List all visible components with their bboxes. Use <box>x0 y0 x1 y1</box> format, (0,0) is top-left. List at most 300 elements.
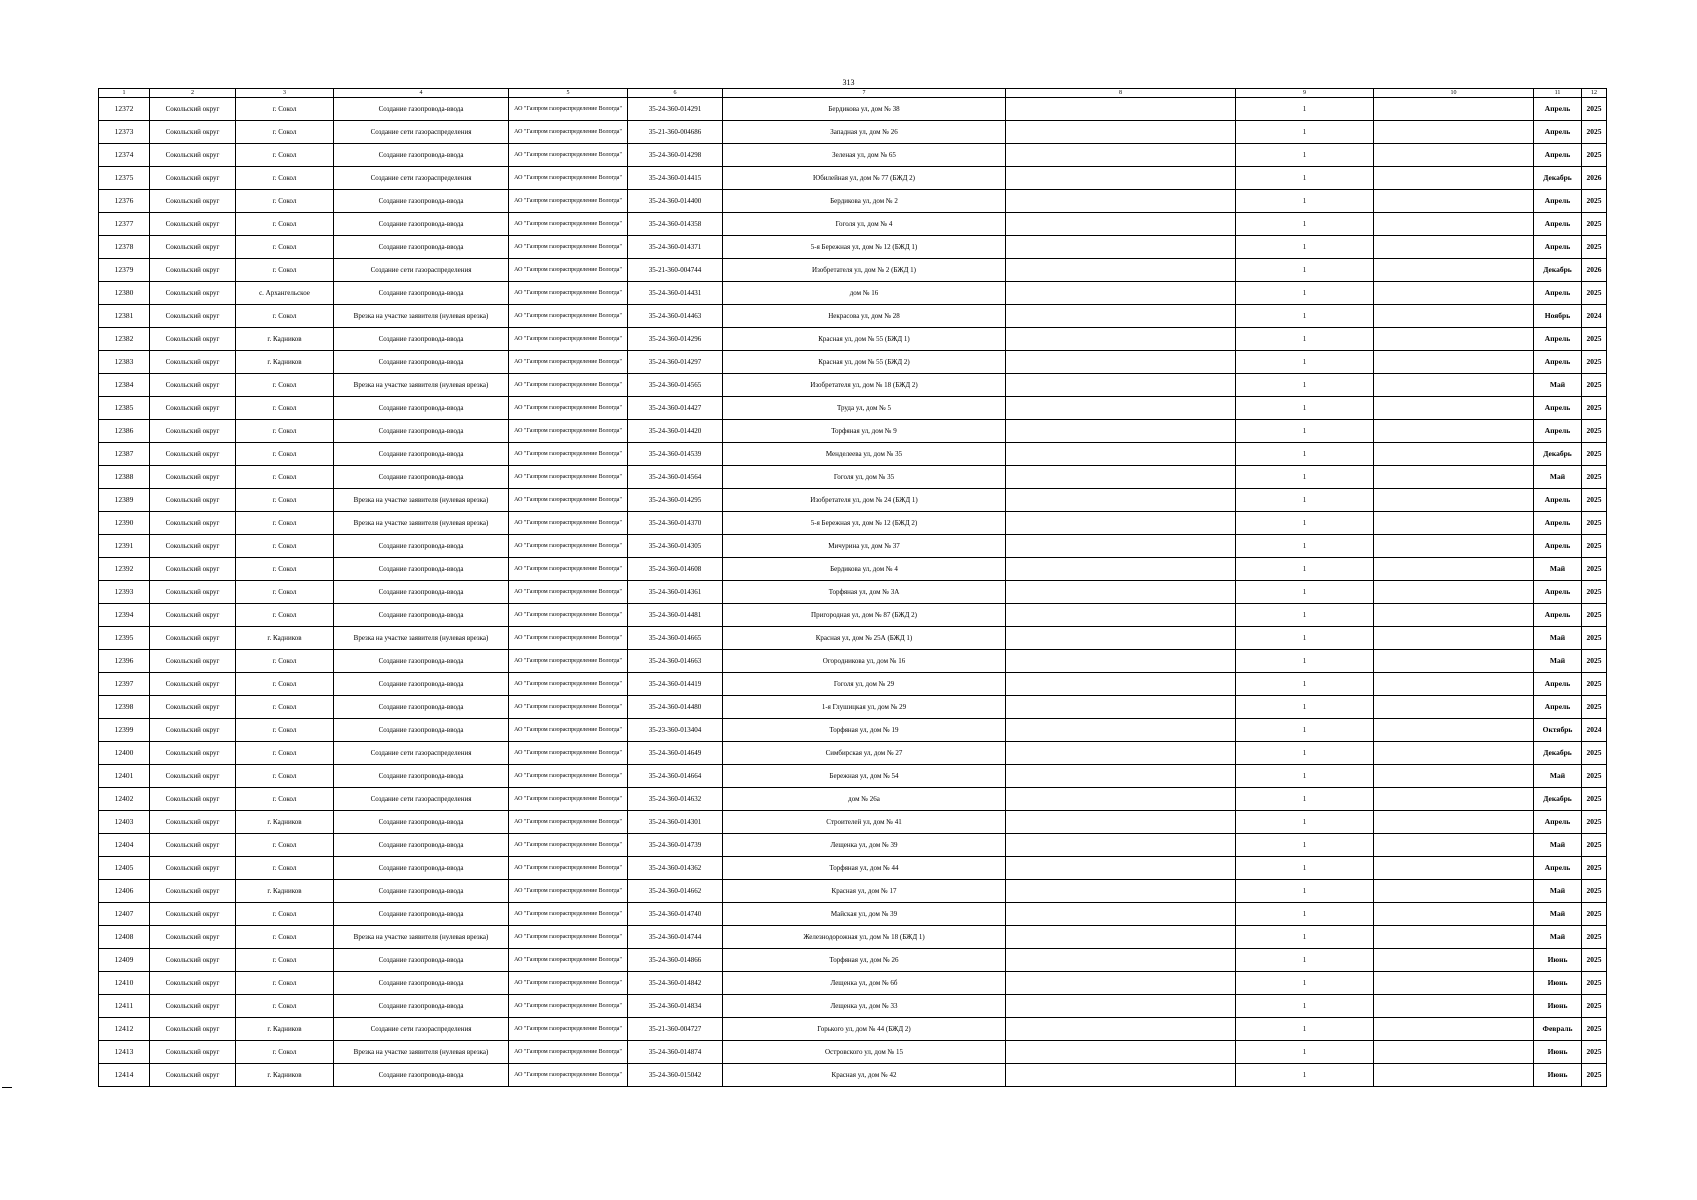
district-cell: Сокольский округ <box>150 673 236 696</box>
quantity-cell: 1 <box>1236 144 1374 167</box>
column-8-cell <box>1006 719 1236 742</box>
locality-cell: г. Сокол <box>236 121 334 144</box>
organization-cell: АО "Газпром газораспределение Вологда" <box>509 949 628 972</box>
column-8-cell <box>1006 144 1236 167</box>
year-cell: 2025 <box>1582 374 1607 397</box>
row-number-cell: 12379 <box>99 259 150 282</box>
address-cell: Юбилейная ул, дом № 77 (БЖД 2) <box>723 167 1006 190</box>
work-type-cell: Создание газопровода-ввода <box>334 673 509 696</box>
row-number-cell: 12377 <box>99 213 150 236</box>
organization-cell: АО "Газпром газораспределение Вологда" <box>509 1041 628 1064</box>
column-8-cell <box>1006 903 1236 926</box>
year-cell: 2025 <box>1582 420 1607 443</box>
table-row <box>99 926 1607 949</box>
work-type-cell: Создание газопровода-ввода <box>334 995 509 1018</box>
month-cell: Декабрь <box>1534 259 1582 282</box>
row-number-cell: 12409 <box>99 949 150 972</box>
row-number-cell: 12384 <box>99 374 150 397</box>
table-row <box>99 1064 1607 1087</box>
year-cell: 2025 <box>1582 397 1607 420</box>
organization-cell: АО "Газпром газораспределение Вологда" <box>509 696 628 719</box>
row-number-cell: 12400 <box>99 742 150 765</box>
column-10-cell <box>1374 995 1534 1018</box>
locality-cell: г. Сокол <box>236 98 334 121</box>
cadastral-code-cell: 35-24-360-014842 <box>628 972 723 995</box>
district-cell: Сокольский округ <box>150 926 236 949</box>
year-cell: 2025 <box>1582 512 1607 535</box>
address-cell: Бердикова ул, дом № 4 <box>723 558 1006 581</box>
cadastral-code-cell: 35-24-360-014420 <box>628 420 723 443</box>
row-number-cell: 12390 <box>99 512 150 535</box>
work-type-cell: Создание газопровода-ввода <box>334 650 509 673</box>
year-cell: 2024 <box>1582 305 1607 328</box>
row-number-cell: 12408 <box>99 926 150 949</box>
table-row <box>99 466 1607 489</box>
address-cell: Красная ул, дом № 25А (БЖД 1) <box>723 627 1006 650</box>
work-type-cell: Создание газопровода-ввода <box>334 535 509 558</box>
month-cell: Апрель <box>1534 351 1582 374</box>
organization-cell: АО "Газпром газораспределение Вологда" <box>509 972 628 995</box>
column-8-cell <box>1006 420 1236 443</box>
row-number-cell: 12392 <box>99 558 150 581</box>
quantity-cell: 1 <box>1236 581 1374 604</box>
district-cell: Сокольский округ <box>150 443 236 466</box>
organization-cell: АО "Газпром газораспределение Вологда" <box>509 213 628 236</box>
cadastral-code-cell: 35-24-360-014361 <box>628 581 723 604</box>
row-number-cell: 12407 <box>99 903 150 926</box>
column-number-row <box>99 89 1607 98</box>
year-cell: 2025 <box>1582 742 1607 765</box>
row-number-cell: 12373 <box>99 121 150 144</box>
cadastral-code-cell: 35-24-360-014296 <box>628 328 723 351</box>
organization-cell: АО "Газпром газораспределение Вологда" <box>509 742 628 765</box>
address-cell: Гоголя ул, дом № 4 <box>723 213 1006 236</box>
quantity-cell: 1 <box>1236 1018 1374 1041</box>
district-cell: Сокольский округ <box>150 811 236 834</box>
column-8-cell <box>1006 949 1236 972</box>
row-number-cell: 12405 <box>99 857 150 880</box>
year-cell: 2025 <box>1582 811 1607 834</box>
district-cell: Сокольский округ <box>150 374 236 397</box>
table-row <box>99 236 1607 259</box>
address-cell: Симбирская ул, дом № 27 <box>723 742 1006 765</box>
cadastral-code-cell: 35-24-360-014744 <box>628 926 723 949</box>
column-10-cell <box>1374 374 1534 397</box>
column-8-cell <box>1006 167 1236 190</box>
quantity-cell: 1 <box>1236 972 1374 995</box>
quantity-cell: 1 <box>1236 742 1374 765</box>
organization-cell: АО "Газпром газораспределение Вологда" <box>509 627 628 650</box>
month-cell: Апрель <box>1534 397 1582 420</box>
locality-cell: г. Сокол <box>236 604 334 627</box>
column-header-8: 8 <box>1006 89 1236 98</box>
locality-cell: г. Сокол <box>236 443 334 466</box>
year-cell: 2025 <box>1582 351 1607 374</box>
year-cell: 2026 <box>1582 259 1607 282</box>
month-cell: Май <box>1534 926 1582 949</box>
table-row <box>99 535 1607 558</box>
address-cell: Торфяная ул, дом № 19 <box>723 719 1006 742</box>
work-type-cell: Создание газопровода-ввода <box>334 811 509 834</box>
month-cell: Май <box>1534 558 1582 581</box>
district-cell: Сокольский округ <box>150 788 236 811</box>
locality-cell: г. Сокол <box>236 420 334 443</box>
month-cell: Апрель <box>1534 604 1582 627</box>
organization-cell: АО "Газпром газораспределение Вологда" <box>509 995 628 1018</box>
column-header-5: 5 <box>509 89 628 98</box>
table-row <box>99 167 1607 190</box>
cadastral-code-cell: 35-24-360-014427 <box>628 397 723 420</box>
cadastral-code-cell: 35-24-360-014480 <box>628 696 723 719</box>
row-number-cell: 12381 <box>99 305 150 328</box>
year-cell: 2025 <box>1582 121 1607 144</box>
work-type-cell: Создание газопровода-ввода <box>334 558 509 581</box>
work-type-cell: Создание газопровода-ввода <box>334 581 509 604</box>
cadastral-code-cell: 35-21-360-004686 <box>628 121 723 144</box>
district-cell: Сокольский округ <box>150 972 236 995</box>
year-cell: 2025 <box>1582 926 1607 949</box>
cadastral-code-cell: 35-24-360-014298 <box>628 144 723 167</box>
column-8-cell <box>1006 857 1236 880</box>
year-cell: 2025 <box>1582 627 1607 650</box>
cadastral-code-cell: 35-24-360-014564 <box>628 466 723 489</box>
address-cell: Некрасова ул, дом № 28 <box>723 305 1006 328</box>
table-row <box>99 627 1607 650</box>
cadastral-code-cell: 35-24-360-014632 <box>628 788 723 811</box>
row-number-cell: 12403 <box>99 811 150 834</box>
quantity-cell: 1 <box>1236 880 1374 903</box>
column-header-12: 12 <box>1582 89 1607 98</box>
work-type-cell: Создание сети газораспределения <box>334 167 509 190</box>
organization-cell: АО "Газпром газораспределение Вологда" <box>509 512 628 535</box>
column-8-cell <box>1006 1018 1236 1041</box>
month-cell: Октябрь <box>1534 719 1582 742</box>
month-cell: Май <box>1534 880 1582 903</box>
address-cell: Железнодорожная ул, дом № 18 (БЖД 1) <box>723 926 1006 949</box>
table-row <box>99 995 1607 1018</box>
column-10-cell <box>1374 259 1534 282</box>
organization-cell: АО "Газпром газораспределение Вологда" <box>509 926 628 949</box>
quantity-cell: 1 <box>1236 926 1374 949</box>
address-cell: 5-я Бережная ул, дом № 12 (БЖД 1) <box>723 236 1006 259</box>
column-10-cell <box>1374 144 1534 167</box>
quantity-cell: 1 <box>1236 236 1374 259</box>
column-8-cell <box>1006 535 1236 558</box>
locality-cell: г. Сокол <box>236 236 334 259</box>
work-type-cell: Создание газопровода-ввода <box>334 834 509 857</box>
column-10-cell <box>1374 673 1534 696</box>
address-cell: 5-я Бережная ул, дом № 12 (БЖД 2) <box>723 512 1006 535</box>
work-type-cell: Создание газопровода-ввода <box>334 903 509 926</box>
organization-cell: АО "Газпром газораспределение Вологда" <box>509 397 628 420</box>
organization-cell: АО "Газпром газораспределение Вологда" <box>509 167 628 190</box>
locality-cell: г. Сокол <box>236 558 334 581</box>
month-cell: Июнь <box>1534 972 1582 995</box>
district-cell: Сокольский округ <box>150 98 236 121</box>
quantity-cell: 1 <box>1236 1041 1374 1064</box>
column-10-cell <box>1374 719 1534 742</box>
month-cell: Апрель <box>1534 811 1582 834</box>
address-cell: Лещенка ул, дом № 6б <box>723 972 1006 995</box>
address-cell: Изобретателя ул, дом № 2 (БЖД 1) <box>723 259 1006 282</box>
row-number-cell: 12410 <box>99 972 150 995</box>
month-cell: Декабрь <box>1534 167 1582 190</box>
cadastral-code-cell: 35-21-360-004744 <box>628 259 723 282</box>
column-8-cell <box>1006 190 1236 213</box>
district-cell: Сокольский округ <box>150 696 236 719</box>
column-10-cell <box>1374 236 1534 259</box>
quantity-cell: 1 <box>1236 351 1374 374</box>
column-8-cell <box>1006 374 1236 397</box>
table-row <box>99 742 1607 765</box>
organization-cell: АО "Газпром газораспределение Вологда" <box>509 1018 628 1041</box>
column-10-cell <box>1374 397 1534 420</box>
table-row <box>99 972 1607 995</box>
row-number-cell: 12386 <box>99 420 150 443</box>
address-cell: Изобретателя ул, дом № 24 (БЖД 1) <box>723 489 1006 512</box>
year-cell: 2025 <box>1582 788 1607 811</box>
locality-cell: г. Сокол <box>236 167 334 190</box>
table-row <box>99 558 1607 581</box>
address-cell: Торфяная ул, дом № 44 <box>723 857 1006 880</box>
column-8-cell <box>1006 788 1236 811</box>
row-number-cell: 12385 <box>99 397 150 420</box>
locality-cell: г. Сокол <box>236 949 334 972</box>
column-header-1: 1 <box>99 89 150 98</box>
locality-cell: г. Сокол <box>236 765 334 788</box>
address-cell: Красная ул, дом № 55 (БЖД 1) <box>723 328 1006 351</box>
column-header-7: 7 <box>723 89 1006 98</box>
cadastral-code-cell: 35-21-360-004727 <box>628 1018 723 1041</box>
locality-cell: г. Сокол <box>236 259 334 282</box>
organization-cell: АО "Газпром газораспределение Вологда" <box>509 420 628 443</box>
year-cell: 2025 <box>1582 443 1607 466</box>
work-type-cell: Врезка на участке заявителя (нулевая врезка) <box>334 374 509 397</box>
locality-cell: г. Сокол <box>236 650 334 673</box>
column-10-cell <box>1374 1064 1534 1087</box>
district-cell: Сокольский округ <box>150 1041 236 1064</box>
year-cell: 2026 <box>1582 167 1607 190</box>
address-cell: Гоголя ул, дом № 35 <box>723 466 1006 489</box>
column-8-cell <box>1006 489 1236 512</box>
month-cell: Апрель <box>1534 696 1582 719</box>
address-cell: Западная ул, дом № 26 <box>723 121 1006 144</box>
locality-cell: г. Кадников <box>236 880 334 903</box>
row-number-cell: 12404 <box>99 834 150 857</box>
quantity-cell: 1 <box>1236 374 1374 397</box>
column-10-cell <box>1374 857 1534 880</box>
column-8-cell <box>1006 443 1236 466</box>
work-type-cell: Создание сети газораспределения <box>334 788 509 811</box>
address-cell: Гоголя ул, дом № 29 <box>723 673 1006 696</box>
work-type-cell: Создание газопровода-ввода <box>334 236 509 259</box>
address-cell: Островского ул, дом № 15 <box>723 1041 1006 1064</box>
cadastral-code-cell: 35-24-360-014358 <box>628 213 723 236</box>
column-10-cell <box>1374 926 1534 949</box>
district-cell: Сокольский округ <box>150 834 236 857</box>
table-row <box>99 121 1607 144</box>
table-body <box>99 98 1607 1087</box>
quantity-cell: 1 <box>1236 788 1374 811</box>
work-type-cell: Создание газопровода-ввода <box>334 696 509 719</box>
cadastral-code-cell: 35-24-360-014481 <box>628 604 723 627</box>
month-cell: Май <box>1534 650 1582 673</box>
column-10-cell <box>1374 811 1534 834</box>
district-cell: Сокольский округ <box>150 466 236 489</box>
row-number-cell: 12372 <box>99 98 150 121</box>
column-10-cell <box>1374 98 1534 121</box>
table-row <box>99 880 1607 903</box>
district-cell: Сокольский округ <box>150 742 236 765</box>
month-cell: Апрель <box>1534 420 1582 443</box>
address-cell: Менделеева ул, дом № 35 <box>723 443 1006 466</box>
year-cell: 2025 <box>1582 1064 1607 1087</box>
address-cell: Торфяная ул, дом № 26 <box>723 949 1006 972</box>
quantity-cell: 1 <box>1236 903 1374 926</box>
column-10-cell <box>1374 650 1534 673</box>
quantity-cell: 1 <box>1236 627 1374 650</box>
column-10-cell <box>1374 788 1534 811</box>
table-row <box>99 374 1607 397</box>
locality-cell: г. Сокол <box>236 788 334 811</box>
column-8-cell <box>1006 765 1236 788</box>
month-cell: Июнь <box>1534 1041 1582 1064</box>
column-8-cell <box>1006 397 1236 420</box>
year-cell: 2025 <box>1582 949 1607 972</box>
column-10-cell <box>1374 558 1534 581</box>
month-cell: Апрель <box>1534 121 1582 144</box>
locality-cell: г. Сокол <box>236 719 334 742</box>
column-8-cell <box>1006 121 1236 144</box>
year-cell: 2025 <box>1582 213 1607 236</box>
locality-cell: г. Сокол <box>236 972 334 995</box>
column-10-cell <box>1374 949 1534 972</box>
column-header-3: 3 <box>236 89 334 98</box>
district-cell: Сокольский округ <box>150 604 236 627</box>
organization-cell: АО "Газпром газораспределение Вологда" <box>509 903 628 926</box>
row-number-cell: 12398 <box>99 696 150 719</box>
year-cell: 2025 <box>1582 558 1607 581</box>
row-number-cell: 12393 <box>99 581 150 604</box>
column-10-cell <box>1374 167 1534 190</box>
row-number-cell: 12401 <box>99 765 150 788</box>
column-10-cell <box>1374 604 1534 627</box>
district-cell: Сокольский округ <box>150 328 236 351</box>
row-number-cell: 12406 <box>99 880 150 903</box>
row-number-cell: 12399 <box>99 719 150 742</box>
quantity-cell: 1 <box>1236 696 1374 719</box>
work-type-cell: Создание газопровода-ввода <box>334 98 509 121</box>
locality-cell: г. Сокол <box>236 581 334 604</box>
locality-cell: г. Сокол <box>236 903 334 926</box>
year-cell: 2025 <box>1582 765 1607 788</box>
work-type-cell: Создание газопровода-ввода <box>334 972 509 995</box>
district-cell: Сокольский округ <box>150 121 236 144</box>
organization-cell: АО "Газпром газораспределение Вологда" <box>509 443 628 466</box>
row-number-cell: 12380 <box>99 282 150 305</box>
cadastral-code-cell: 35-24-360-014301 <box>628 811 723 834</box>
cadastral-code-cell: 35-24-360-014664 <box>628 765 723 788</box>
work-type-cell: Врезка на участке заявителя (нулевая врезка) <box>334 489 509 512</box>
column-10-cell <box>1374 328 1534 351</box>
organization-cell: АО "Газпром газораспределение Вологда" <box>509 489 628 512</box>
locality-cell: г. Кадников <box>236 811 334 834</box>
locality-cell: с. Архангельское <box>236 282 334 305</box>
table-row <box>99 213 1607 236</box>
locality-cell: г. Сокол <box>236 535 334 558</box>
month-cell: Апрель <box>1534 857 1582 880</box>
month-cell: Июнь <box>1534 949 1582 972</box>
organization-cell: АО "Газпром газораспределение Вологда" <box>509 259 628 282</box>
cadastral-code-cell: 35-24-360-014431 <box>628 282 723 305</box>
district-cell: Сокольский округ <box>150 719 236 742</box>
district-cell: Сокольский округ <box>150 765 236 788</box>
row-number-cell: 12378 <box>99 236 150 259</box>
district-cell: Сокольский округ <box>150 1064 236 1087</box>
quantity-cell: 1 <box>1236 949 1374 972</box>
month-cell: Апрель <box>1534 282 1582 305</box>
quantity-cell: 1 <box>1236 282 1374 305</box>
column-10-cell <box>1374 627 1534 650</box>
column-10-cell <box>1374 420 1534 443</box>
column-10-cell <box>1374 443 1534 466</box>
year-cell: 2025 <box>1582 903 1607 926</box>
district-cell: Сокольский округ <box>150 880 236 903</box>
month-cell: Июнь <box>1534 995 1582 1018</box>
table-row <box>99 144 1607 167</box>
year-cell: 2025 <box>1582 489 1607 512</box>
cadastral-code-cell: 35-24-360-014370 <box>628 512 723 535</box>
column-8-cell <box>1006 880 1236 903</box>
column-8-cell <box>1006 604 1236 627</box>
organization-cell: АО "Газпром газораспределение Вологда" <box>509 650 628 673</box>
quantity-cell: 1 <box>1236 558 1374 581</box>
organization-cell: АО "Газпром газораспределение Вологда" <box>509 98 628 121</box>
organization-cell: АО "Газпром газораспределение Вологда" <box>509 535 628 558</box>
row-number-cell: 12375 <box>99 167 150 190</box>
organization-cell: АО "Газпром газораспределение Вологда" <box>509 190 628 213</box>
cadastral-code-cell: 35-24-360-014371 <box>628 236 723 259</box>
column-header-2: 2 <box>150 89 236 98</box>
locality-cell: г. Кадников <box>236 1018 334 1041</box>
organization-cell: АО "Газпром газораспределение Вологда" <box>509 1064 628 1087</box>
work-type-cell: Врезка на участке заявителя (нулевая врезка) <box>334 1041 509 1064</box>
column-10-cell <box>1374 535 1534 558</box>
district-cell: Сокольский округ <box>150 282 236 305</box>
table-row <box>99 351 1607 374</box>
district-cell: Сокольский округ <box>150 650 236 673</box>
district-cell: Сокольский округ <box>150 581 236 604</box>
month-cell: Май <box>1534 765 1582 788</box>
quantity-cell: 1 <box>1236 213 1374 236</box>
column-8-cell <box>1006 926 1236 949</box>
column-10-cell <box>1374 190 1534 213</box>
column-8-cell <box>1006 351 1236 374</box>
organization-cell: АО "Газпром газораспределение Вологда" <box>509 581 628 604</box>
row-number-cell: 12411 <box>99 995 150 1018</box>
month-cell: Апрель <box>1534 673 1582 696</box>
quantity-cell: 1 <box>1236 995 1374 1018</box>
column-8-cell <box>1006 834 1236 857</box>
year-cell: 2025 <box>1582 581 1607 604</box>
year-cell: 2025 <box>1582 98 1607 121</box>
work-type-cell: Создание газопровода-ввода <box>334 719 509 742</box>
table-row <box>99 719 1607 742</box>
locality-cell: г. Сокол <box>236 190 334 213</box>
month-cell: Февраль <box>1534 1018 1582 1041</box>
column-header-4: 4 <box>334 89 509 98</box>
cadastral-code-cell: 35-24-360-014649 <box>628 742 723 765</box>
